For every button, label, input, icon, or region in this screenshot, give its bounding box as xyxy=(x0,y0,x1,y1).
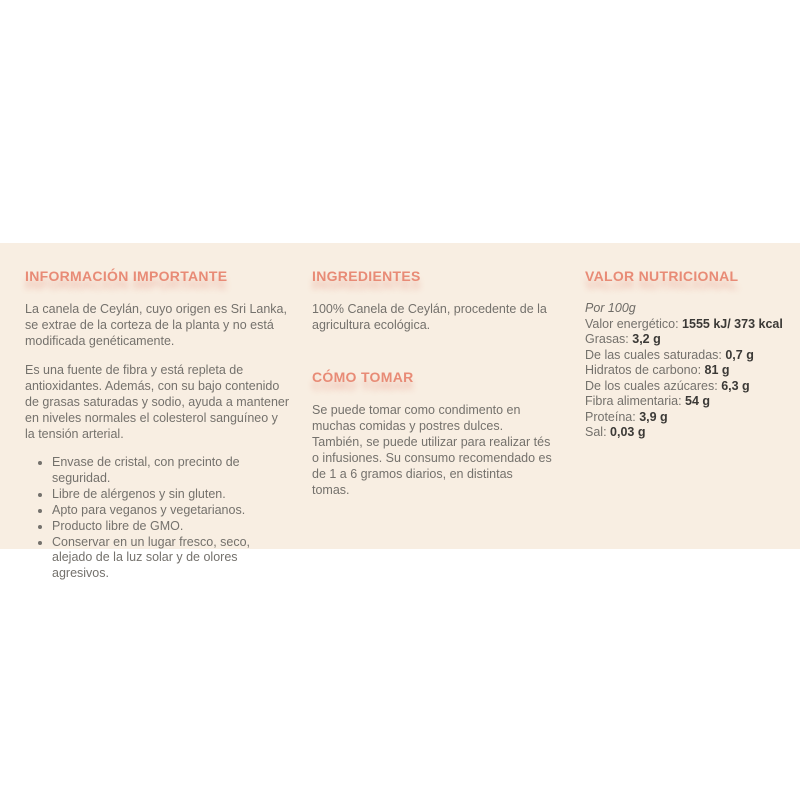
nutrition-row xyxy=(585,410,785,426)
nutrition-value: 6,3 g xyxy=(721,378,750,393)
nutrition-label: De las cuales saturadas: xyxy=(585,347,726,362)
nutrition-row xyxy=(585,394,785,410)
important-info-section xyxy=(25,268,291,582)
nutrition-value: 0,7 g xyxy=(725,347,754,362)
nutrition-table xyxy=(585,317,785,441)
product-note-item: • Apto para veganos y vegetarianos. xyxy=(52,503,291,519)
product-note-item: • Libre de alérgenos y sin gluten. xyxy=(52,487,291,503)
product-note-item: • Envase de cristal, con precinto de seguridad. xyxy=(52,455,291,486)
nutrition-section xyxy=(585,268,785,441)
nutrition-value: 3,9 g xyxy=(639,409,668,424)
nutrition-label: Fibra alimentaria: xyxy=(585,394,686,408)
nutrition-value: 54 g xyxy=(685,394,711,408)
nutrition-row xyxy=(585,425,785,441)
nutrition-label: Grasas: xyxy=(585,332,633,346)
nutrition-label: De los cuales azúcares: xyxy=(585,378,722,393)
nutrition-row xyxy=(585,379,785,395)
nutrition-label: Sal: xyxy=(585,425,611,439)
nutrition-value: 0,03 g xyxy=(610,425,646,439)
info-paragraph-origin: La canela de Ceylán, cuyo origen es Sri Lanka, se extrae de la corteza de la planta y no está modificada genéticamente. xyxy=(25,302,287,348)
nutrition-label: Valor energético: xyxy=(585,316,683,331)
nutrition-label: Proteína: xyxy=(585,409,640,424)
product-note-item: • Producto libre de GMO. xyxy=(52,519,291,535)
important-info-heading: INFORMACIÓN IMPORTANTE xyxy=(25,268,228,284)
serving-size-note: Por 100g xyxy=(585,301,636,315)
ingredients-heading: INGREDIENTES xyxy=(312,268,421,284)
how-to-take-paragraph: Se puede tomar como condimento en muchas comidas y postres dulces. También, se puede utilizar para realizar tés o infusiones. Su consumo recomendado es de 1 a 6 gramos diarios, en distintas tomas. xyxy=(312,403,552,497)
nutrition-heading: VALOR NUTRICIONAL xyxy=(585,268,739,284)
product-note-item: • Conservar en un lugar fresco, seco, alejado de la luz solar y de olores agresivos. xyxy=(52,535,291,582)
nutrition-row xyxy=(585,348,785,364)
ingredients-paragraph: 100% Canela de Ceylán, procedente de la agricultura ecológica. xyxy=(312,302,547,332)
nutrition-value: 3,2 g xyxy=(632,332,661,346)
nutrition-label: Hidratos de carbono: xyxy=(585,363,705,377)
nutrition-row xyxy=(585,317,785,333)
ingredients-and-usage-section xyxy=(312,268,552,498)
nutrition-row xyxy=(585,363,785,379)
nutrition-value: 1555 kJ/ 373 kcal xyxy=(682,316,783,331)
nutrition-value: 81 g xyxy=(704,363,730,377)
product-details-panel xyxy=(0,243,800,580)
how-to-take-heading: CÓMO TOMAR xyxy=(312,369,414,385)
info-paragraph-benefits: Es una fuente de fibra y está repleta de antioxidantes. Además, con su bajo contenido de grasas saturadas y sodio, ayuda a mantener en niveles normales el colesterol sanguíneo y la tensión arterial. xyxy=(25,363,290,441)
nutrition-row xyxy=(585,332,785,348)
product-notes-list xyxy=(25,455,291,581)
